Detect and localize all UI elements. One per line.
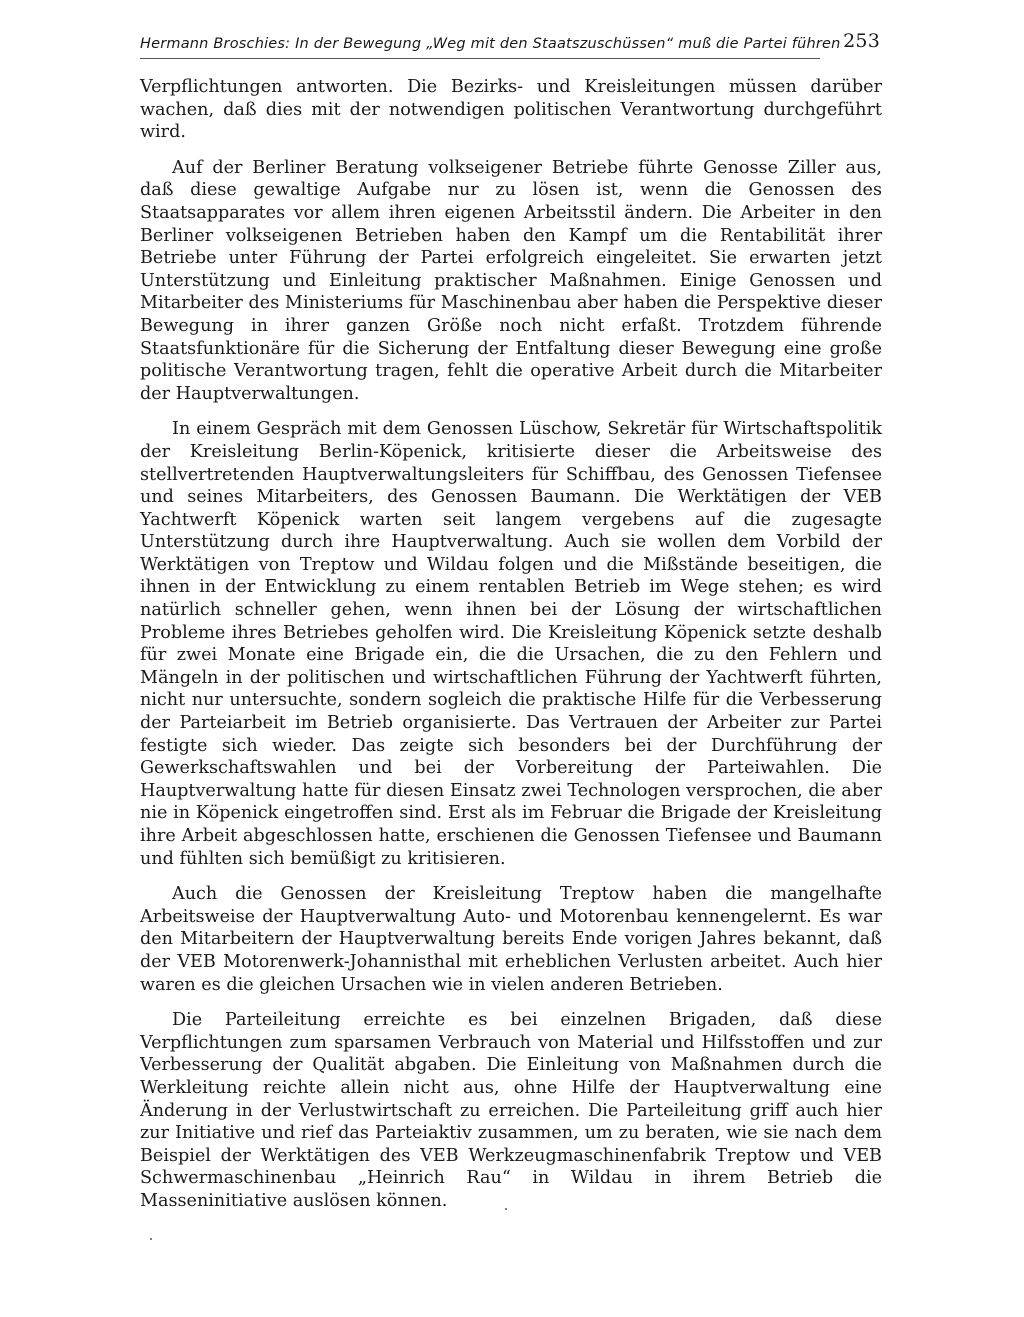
paragraph-4: Auch die Genossen der Kreisleitung Treptow haben die mangelhafte Arbeitsweise der Hauptverwaltung Auto- und Motorenbau kennengelernt. Es war den Mitarbeitern der Hauptverwaltung bereits Ende vorigen Jahres bekannt, daß der VEB Motorenwerk-Johannisthal mit erheblichen Verlusten arbeitet. Auch hier waren es die gleichen Ursachen wie in vielen anderen Betrieben. <box>140 884 882 995</box>
paragraph-1: Verpflichtungen antworten. Die Bezirks- und Kreisleitungen müssen darüber wachen, daß dies mit der notwendigen politischen Verantwortung durchgeführt wird. <box>140 77 882 143</box>
paragraph-2: Auf der Berliner Beratung volkseigener Betriebe führte Genosse Ziller aus, daß diese gewaltige Aufgabe nur zu lösen ist, wenn die Genossen des Staatsapparates vor allem ihren eigenen Arbeitsstil ändern. Die Arbeiter in den Berliner volkseigenen Betrieben haben den Kampf um die Rentabilität ihrer Betriebe unter Führung der Partei erfolgreich eingeleitet. Sie erwarten jetzt Unterstützung und Einleitung praktischer Maßnahmen. Einige Genossen und Mitarbeiter des Ministeriums für Maschinenbau aber haben die Perspektive dieser Bewegung in ihrer ganzen Größe noch nicht erfaßt. Trotzdem führende Staatsfunktionäre für die Sicherung der Entfaltung dieser Bewegung eine große politische Verantwortung tragen, fehlt die operative Arbeit durch die Mitarbeiter der Hauptverwaltungen. <box>140 157 882 404</box>
page-number: 253 <box>843 30 880 52</box>
header-rule <box>140 58 820 59</box>
body-text <box>140 76 882 1226</box>
running-head <box>140 30 880 60</box>
running-title: Hermann Broschies: In der Bewegung „Weg mit den Staatszuschüssen“ muß die Partei führen <box>140 36 841 52</box>
print-speck <box>505 1208 507 1210</box>
print-speck <box>150 1238 152 1240</box>
paragraph-3: In einem Gespräch mit dem Genossen Lüschow, Sekretär für Wirtschaftspolitik der Kreisleitung Berlin-Köpenick, kritisierte dieser die Arbeitsweise des stellvertretenden Hauptverwaltungsleiters für Schiffbau, des Genossen Tiefensee und seines Mitarbeiters, des Genossen Baumann. Die Werktätigen der VEB Yachtwerft Köpenick warten seit langem vergebens auf die zugesagte Unterstützung durch ihre Hauptverwaltung. Auch sie wollen dem Vorbild der Werktätigen von Treptow und Wildau folgen und die Mißstände beseitigen, die ihnen in der Entwicklung zu einem rentablen Betrieb im Wege stehen; es wird natürlich schneller gehen, wenn ihnen bei der Lösung der wirtschaftlichen Probleme ihres Betriebes geholfen wird. Die Kreisleitung Köpenick setzte deshalb für zwei Monate eine Brigade ein, die die Ursachen, die zu den Fehlern und Mängeln in der politischen und wirtschaftlichen Führung der Yachtwerft führten, nicht nur untersuchte, sondern sogleich die praktische Hilfe für die Verbesserung der Parteiarbeit im Betrieb organisierte. Das Vertrauen der Arbeiter zur Partei festigte sich wieder. Das zeigte sich besonders bei der Durchführung der Gewerkschaftswahlen und bei der Vorbereitung der Parteiwahlen. Die Hauptverwaltung hatte für diesen Einsatz zwei Technologen versprochen, die aber nie in Köpenick eingetroffen sind. Erst als im Februar die Brigade der Kreisleitung ihre Arbeit abgeschlossen hatte, erschienen die Genossen Tiefensee und Baumann und fühlten sich bemüßigt zu kritisieren. <box>140 419 882 869</box>
paragraph-5: Die Parteileitung erreichte es bei einzelnen Brigaden, daß diese Verpflichtungen zum sparsamen Verbrauch von Material und Hilfsstoffen und zur Verbesserung der Qualität abgaben. Die Einleitung von Maßnahmen durch die Werkleitung reichte allein nicht aus, ohne Hilfe der Hauptverwaltung eine Änderung in der Verlustwirtschaft zu erreichen. Die Parteileitung griff auch hier zur Initiative und rief das Parteiaktiv zusammen, um zu beraten, wie sie nach dem Beispiel der Werktätigen des VEB Werkzeugmaschinenfabrik Treptow und VEB Schwermaschinenbau „Heinrich Rau“ in Wildau in ihrem Betrieb die Masseninitiative auslösen können. <box>140 1010 882 1211</box>
